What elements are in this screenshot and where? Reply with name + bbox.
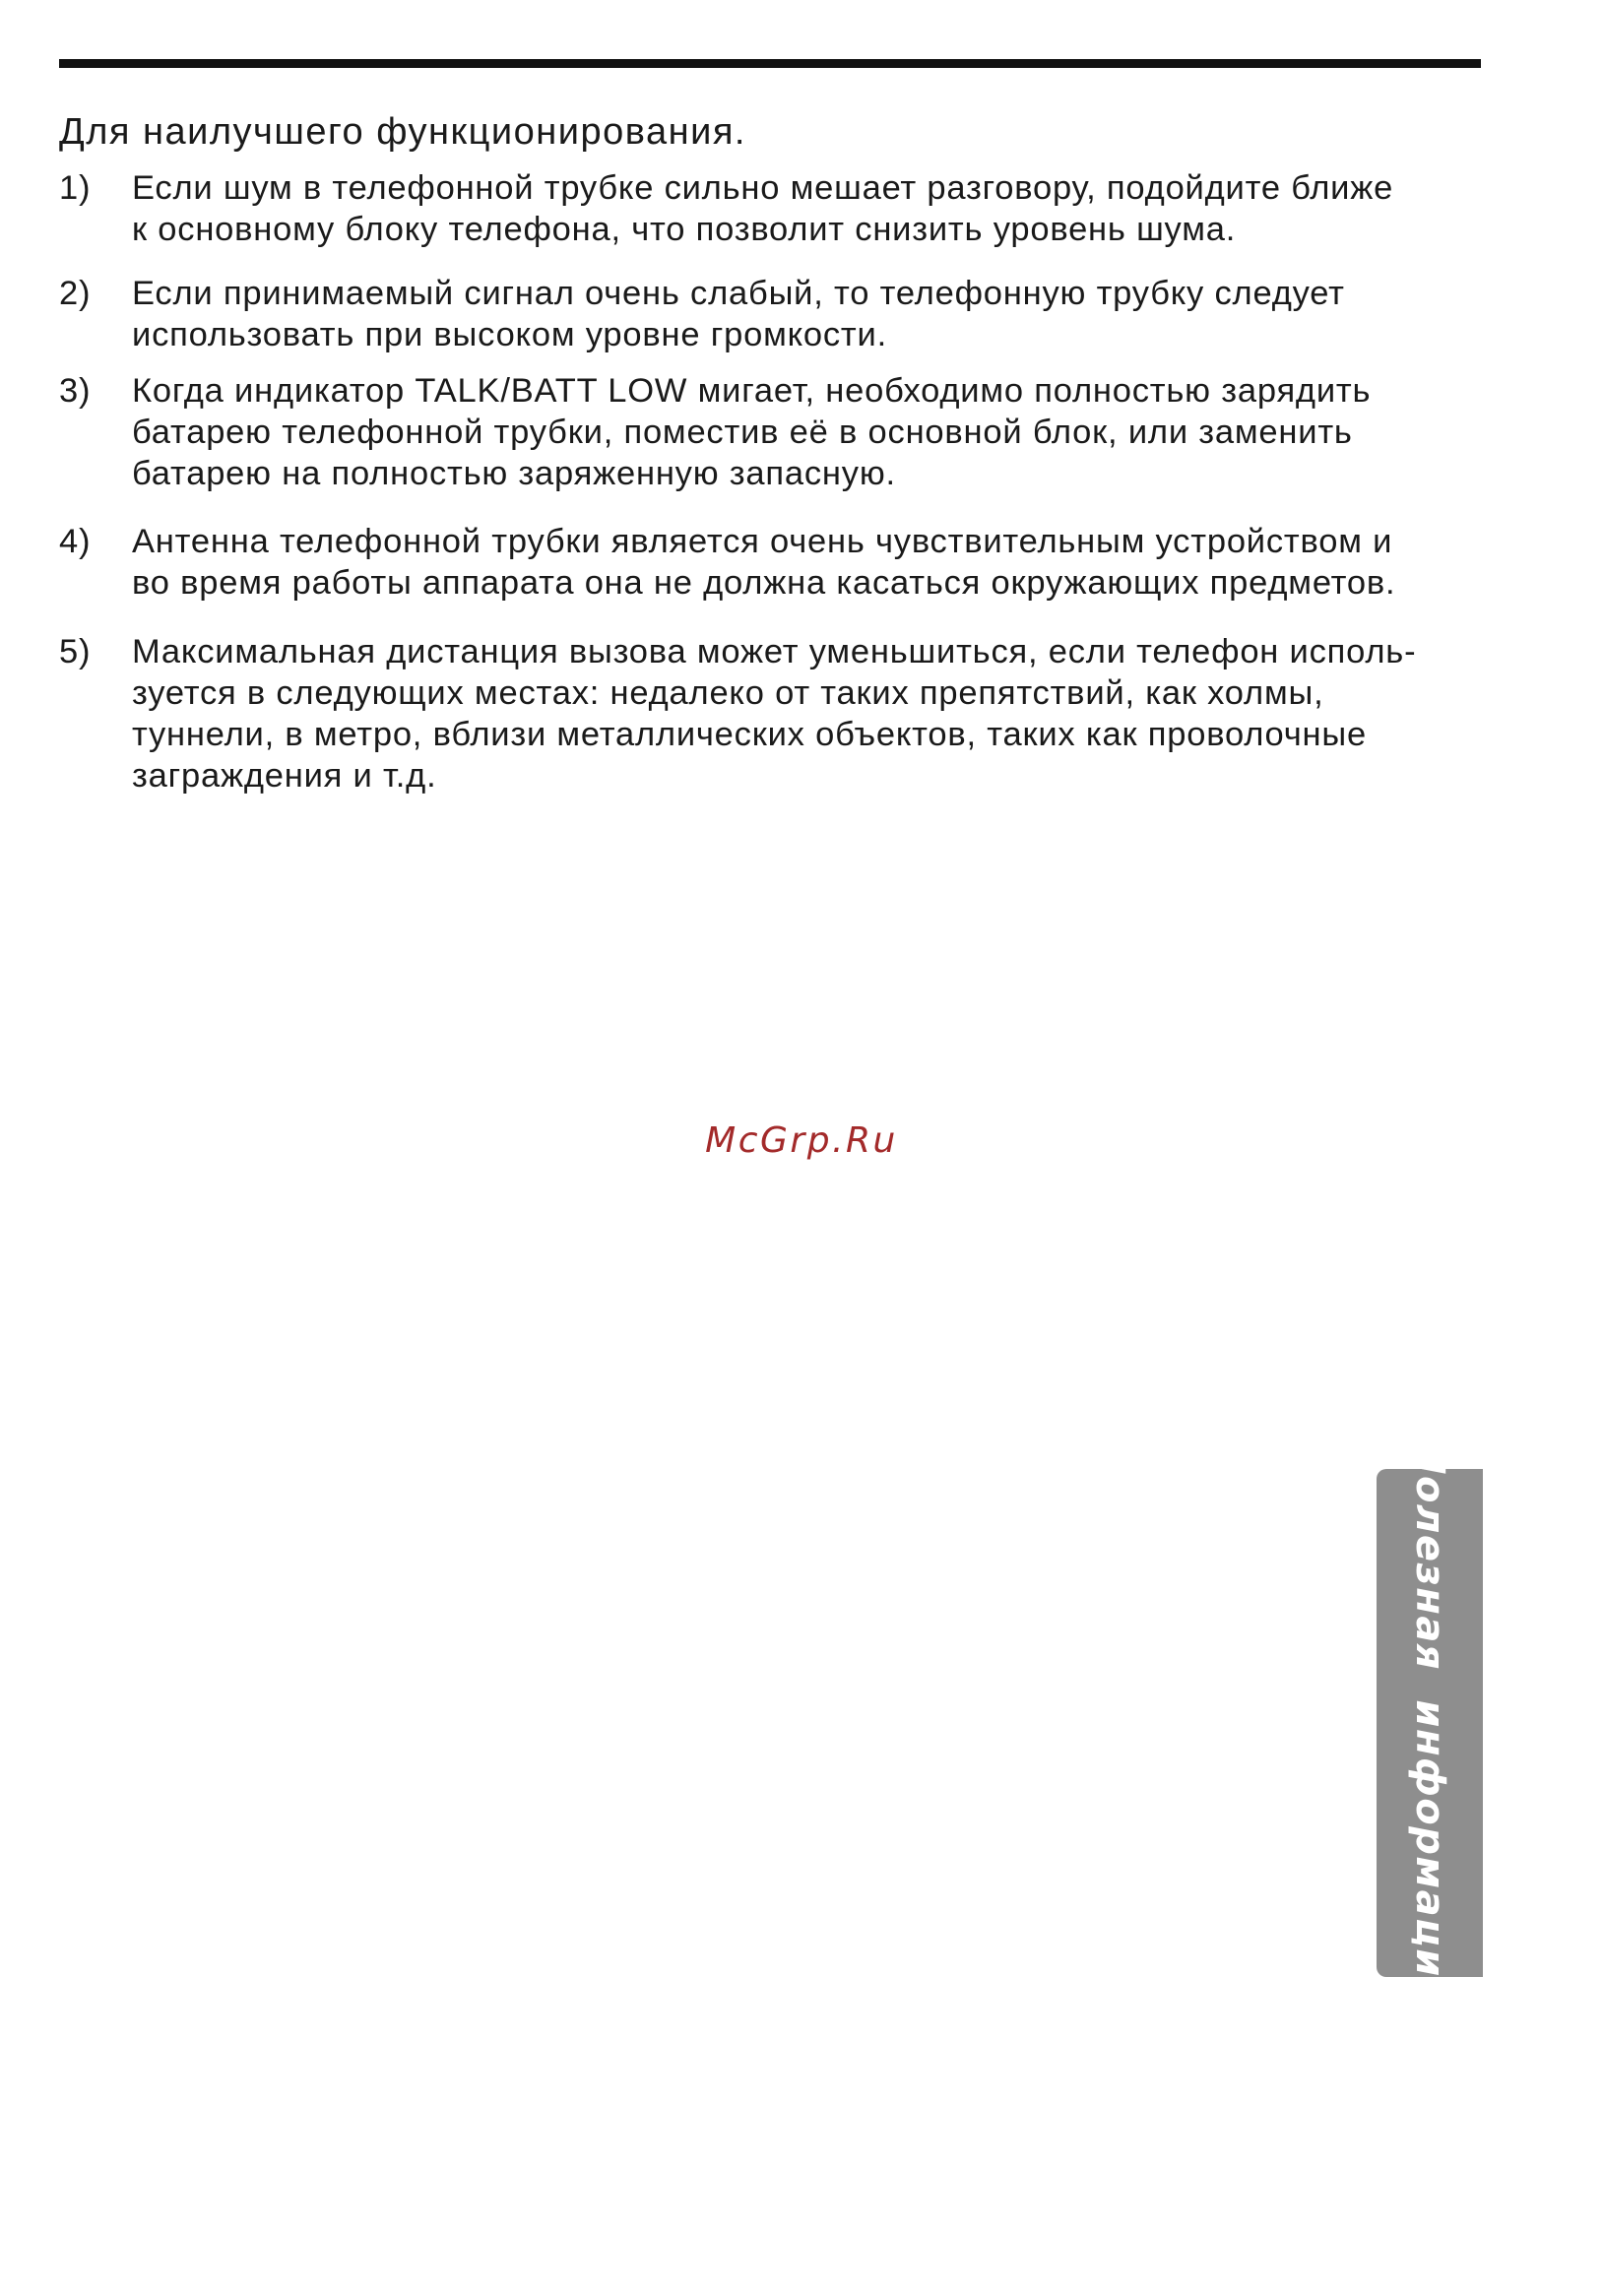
item-number: 3) — [59, 372, 92, 410]
item-number: 2) — [59, 275, 92, 312]
section-heading: Для наилучшего функционирования. — [59, 111, 746, 153]
item-line: Когда индикатор TALK/BATT LOW мигает, необходимо полностью зарядить — [132, 372, 1372, 410]
item-line: к основному блоку телефона, что позволит снизить уровень шума. — [132, 211, 1237, 248]
item-line: использовать при высоком уровне громкости. — [132, 316, 887, 353]
side-tab-label: Полезная информация — [1407, 1441, 1452, 2005]
item-line: зуется в следующих местах: недалеко от таких препятствий, как холмы, — [132, 674, 1324, 712]
item-line: туннели, в метро, вблизи металлических объектов, таких как проволочные — [132, 716, 1367, 753]
item-number: 1) — [59, 169, 92, 207]
item-line: Максимальная дистанция вызова может уменьшиться, если телефон исполь- — [132, 633, 1417, 670]
list-item-3 — [59, 370, 1371, 494]
item-line: во время работы аппарата она не должна касаться окружающих предметов. — [132, 564, 1396, 602]
item-line: батарею на полностью заряженную запасную. — [132, 455, 896, 492]
list-item-4 — [59, 521, 1395, 604]
item-line: батарею телефонной трубки, поместив её в основной блок, или заменить — [132, 414, 1353, 451]
item-number: 4) — [59, 523, 92, 560]
list-item-5 — [59, 631, 1416, 797]
item-line: Если принимаемый сигнал очень слабый, то телефонную трубку следует — [132, 275, 1345, 312]
top-rule — [59, 59, 1481, 68]
item-line: Антенна телефонной трубки является очень чувствительным устройством и — [132, 523, 1393, 560]
watermark: McGrp.Ru — [705, 1120, 898, 1161]
item-number: 5) — [59, 633, 92, 670]
item-line: Если шум в телефонной трубке сильно мешает разговору, подойдите ближе — [132, 169, 1394, 207]
section-side-tab — [1377, 1441, 1483, 2005]
list-item-1 — [59, 167, 1393, 250]
item-line: заграждения и т.д. — [132, 757, 437, 795]
list-item-2 — [59, 273, 1345, 355]
